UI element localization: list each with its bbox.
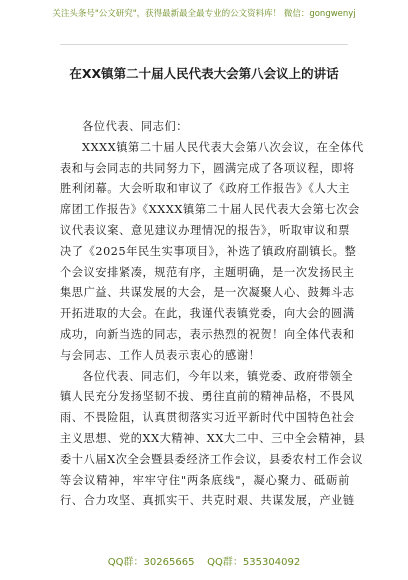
salutation: 各位代表、同志们： <box>82 120 189 133</box>
paragraph-line: 集思广益、共谋发展的大会，是一次凝聚人心、鼓舞斗志 <box>60 286 355 300</box>
paragraph-line: 议代表议案、意见建议办理情况的报告》，听取审议和票 <box>60 223 350 237</box>
header-divider <box>60 44 348 45</box>
paragraph-line: 表和与会同志的共同努力下，圆满完成了各项议程，即将 <box>60 161 355 175</box>
paragraph-line: 与会同志、工作人员表示衷心的感谢！ <box>60 348 261 362</box>
paragraph-line: 行、合力攻坚、真抓实干、共克时艰、共谋发展，产业链 <box>60 494 355 508</box>
paragraph-line: 雨、不畏险阻，认真贯彻落实习近平新时代中国特色社会 <box>60 411 355 425</box>
paragraph-line: 决了《2025年民生实事项目》，补选了镇政府副镇长。整 <box>60 244 357 258</box>
footer-qq2-label: QQ群： <box>207 557 243 568</box>
document-title: 在XX镇第二十届人民代表大会第八会议上的讲话 <box>69 66 339 81</box>
paragraph-line: 委十八届X次全会暨县委经济工作会议，县委农村工作会议 <box>60 452 364 466</box>
paragraph-line: 开拓进取的大会。在此，我谨代表镇党委，向大会的圆满 <box>60 307 355 321</box>
footer-qq-groups <box>0 556 408 570</box>
paragraph-line: 个会议安排紧凑，规范有序，主题明确，是一次发扬民主 <box>60 265 355 279</box>
paragraph-line: 镇人民充分发扬坚韧不拔、勇往直前的精神品格，不畏风 <box>60 390 355 404</box>
paragraph-line: 各位代表、同志们，今年以来，镇党委、政府带领全 <box>82 369 354 383</box>
paragraph-line: XXXX镇第二十届人民代表大会第八次会议，在全体代 <box>82 140 364 154</box>
paragraph-line: 等会议精神，牢牢守住"两条底线"，凝心聚力、砥砺前 <box>60 473 350 487</box>
paragraph-line: 席团工作报告》《XXXX镇第二十届人民代表大会第七次会 <box>60 203 360 217</box>
paragraph-line: 成功，向新当选的同志，表示热烈的祝贺！向全体代表和 <box>60 327 355 341</box>
footer-qq1-number: 30265665 <box>143 557 195 568</box>
header-banner: 关注头条号"公文研究"，获得最新最全最专业的公文资料库！ 微信：gongwenyj <box>52 9 356 19</box>
footer-qq1-label: QQ群： <box>107 557 144 568</box>
document-body <box>60 117 366 512</box>
paragraph-line: 主义思想、党的XX大精神、XX大二中、三中全会精神，县 <box>60 431 366 445</box>
paragraph-line: 胜利闭幕。大会听取和审议了《政府工作报告》《人大主 <box>60 182 350 196</box>
footer-qq2-number: 535304092 <box>242 557 301 568</box>
